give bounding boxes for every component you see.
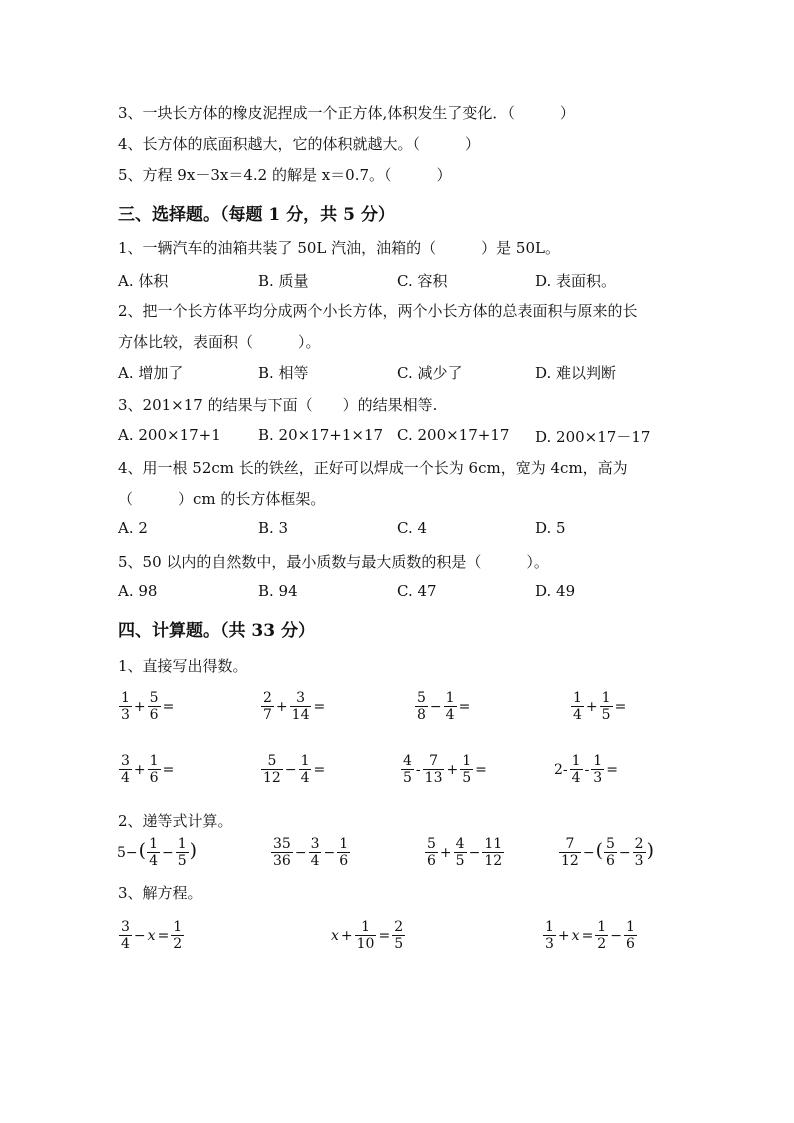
- choice-q1-option-b: B. 质量: [258, 272, 309, 290]
- fraction: $\frac{5}{12}$: [263, 753, 281, 786]
- fraction: $\frac{4}{5}$: [455, 836, 465, 869]
- expr-2-2: $\frac{5}{12}$ − $\frac{1}{4}$ =: [263, 753, 326, 786]
- choice-q1-line: 1、一辆汽车的油箱共装了 50L 汽油，油箱的（ ）是 50L。: [118, 239, 560, 257]
- fraction: $\frac{3}{4}$: [121, 753, 130, 786]
- fraction: $\frac{11}{12}$: [484, 836, 503, 869]
- choice-q1-option-d: D. 表面积。: [535, 272, 617, 290]
- equation-2: x + $\frac{1}{10}$ = $\frac{2}{5}$: [331, 919, 404, 952]
- fraction: $\frac{1}{3}$: [545, 919, 554, 952]
- fraction: $\frac{1}{6}$: [149, 753, 159, 786]
- calc-sub3-title: 3、解方程。: [118, 884, 203, 902]
- fraction: $\frac{3}{4}$: [310, 836, 320, 869]
- choice-q2-line-1: 2、把一个长方体平均分成两个小长方体，两个小长方体的总表面积与原来的长: [118, 302, 638, 320]
- expr-1-4: $\frac{1}{4}$ + $\frac{1}{5}$ =: [573, 690, 627, 723]
- choice-q1-option-c: C. 容积: [397, 272, 448, 290]
- expr-3-4: $\frac{7}{12}$ −( $\frac{5}{6}$ − $\frac{2}{3}$ ): [561, 836, 654, 869]
- choice-q2-option-b: B. 相等: [258, 364, 309, 382]
- fraction: $\frac{2}{7}$: [263, 690, 272, 723]
- fraction: $\frac{1}{6}$: [339, 836, 349, 869]
- choice-q2-option-c: C. 减少了: [397, 364, 463, 382]
- fraction: $\frac{1}{5}$: [601, 690, 611, 723]
- choice-q4-line-2: （ ）cm 的长方体框架。: [118, 490, 326, 508]
- fraction: $\frac{1}{4}$: [445, 690, 455, 723]
- choice-q5-option-b: B. 94: [258, 582, 298, 600]
- section-calc-heading: 四、计算题。（共 33 分）: [118, 621, 315, 641]
- choice-q3-option-a: A. 200×17+1: [118, 426, 221, 444]
- choice-q4-option-a: A. 2: [118, 519, 148, 537]
- expr-2-4: 2- $\frac{1}{4}$ - $\frac{1}{3}$ =: [554, 753, 618, 786]
- equation-1: $\frac{3}{4}$ − x = $\frac{1}{2}$: [121, 919, 183, 952]
- fraction: $\frac{1}{5}$: [462, 753, 472, 786]
- judge-item-4: 4、长方体的底面积越大，它的体积就越大。（ ）: [118, 135, 481, 153]
- fraction: $\frac{5}{6}$: [427, 836, 436, 869]
- choice-q4-option-d: D. 5: [535, 519, 566, 537]
- fraction: $\frac{5}{6}$: [605, 836, 615, 869]
- equation-3: $\frac{1}{3}$ + x = $\frac{1}{2}$ − $\frac{1}{6}$: [545, 919, 635, 952]
- fraction: $\frac{5}{6}$: [149, 690, 159, 723]
- fraction: $\frac{1}{6}$: [625, 919, 635, 952]
- expr-2-1: $\frac{3}{4}$ + $\frac{1}{6}$ =: [121, 753, 175, 786]
- choice-q2-option-a: A. 增加了: [118, 364, 184, 382]
- choice-q2-line-2: 方体比较，表面积（ ）。: [118, 333, 321, 351]
- fraction: $\frac{7}{12}$: [561, 836, 579, 869]
- fraction: $\frac{1}{4}$: [300, 753, 310, 786]
- expr-3-3: $\frac{5}{6}$ + $\frac{4}{5}$ − $\frac{11}{12}$: [427, 836, 503, 869]
- calc-sub1-title: 1、直接写出得数。: [118, 657, 248, 675]
- calc-sub2-title: 2、递等式计算。: [118, 812, 233, 830]
- expr-1-1: $\frac{1}{3}$ + $\frac{5}{6}$ =: [121, 690, 175, 723]
- fraction: $\frac{1}{3}$: [593, 753, 603, 786]
- choice-q4-line-1: 4、用一根 52cm 长的铁丝，正好可以焊成一个长为 6cm，宽为 4cm，高为: [118, 459, 628, 477]
- choice-q5-option-a: A. 98: [118, 582, 158, 600]
- fraction: $\frac{1}{4}$: [573, 690, 582, 723]
- choice-q5-option-d: D. 49: [535, 582, 576, 600]
- choice-q3-option-c: C. 200×17+17: [397, 426, 510, 444]
- fraction: $\frac{3}{14}$: [291, 690, 310, 723]
- fraction: $\frac{1}{2}$: [597, 919, 607, 952]
- fraction: $\frac{1}{5}$: [177, 836, 187, 869]
- judge-item-5: 5、方程 9x－3x＝4.2 的解是 x＝0.7。（ ）: [118, 166, 452, 184]
- fraction: $\frac{7}{13}$: [424, 753, 443, 786]
- fraction: $\frac{1}{2}$: [173, 919, 183, 952]
- fraction: $\frac{1}{4}$: [571, 753, 581, 786]
- fraction: $\frac{1}{4}$: [149, 836, 158, 869]
- fraction: $\frac{3}{4}$: [121, 919, 130, 952]
- choice-q4-option-c: C. 4: [397, 519, 428, 537]
- expr-3-1: 5−( $\frac{1}{4}$ − $\frac{1}{5}$ ): [117, 836, 198, 869]
- choice-q3-line: 3、201×17 的结果与下面（ ）的结果相等.: [118, 396, 438, 414]
- choice-q1-option-a: A. 体积: [118, 272, 169, 290]
- choice-q5-option-c: C. 47: [397, 582, 437, 600]
- fraction: $\frac{5}{8}$: [417, 690, 426, 723]
- fraction: $\frac{4}{5}$: [403, 753, 412, 786]
- choice-q3-option-b: B. 20×17+1×17: [258, 426, 384, 444]
- fraction: $\frac{1}{10}$: [356, 919, 375, 952]
- fraction: $\frac{2}{5}$: [394, 919, 404, 952]
- expr-2-3: $\frac{4}{5}$ - $\frac{7}{13}$ + $\frac{1}{5}$ =: [403, 753, 487, 786]
- choice-q4-option-b: B. 3: [258, 519, 289, 537]
- choice-q5-line: 5、50 以内的自然数中，最小质数与最大质数的积是（ ）。: [118, 553, 549, 571]
- expr-1-3: $\frac{5}{8}$ − $\frac{1}{4}$ =: [417, 690, 471, 723]
- section-choice-heading: 三、选择题。（每题 1 分，共 5 分）: [118, 205, 395, 225]
- expr-1-2: $\frac{2}{7}$ + $\frac{3}{14}$ =: [263, 690, 326, 723]
- fraction: $\frac{2}{3}$: [634, 836, 644, 869]
- fraction: $\frac{1}{3}$: [121, 690, 130, 723]
- judge-item-3: 3、一块长方体的橡皮泥捏成一个正方体,体积发生了变化．（ ）: [118, 104, 575, 122]
- choice-q2-option-d: D. 难以判断: [535, 364, 617, 382]
- fraction: $\frac{35}{36}$: [273, 836, 291, 869]
- expr-3-2: $\frac{35}{36}$ − $\frac{3}{4}$ − $\frac{1}{6}$: [273, 836, 349, 869]
- choice-q3-option-d: D. 200×17－17: [535, 428, 651, 446]
